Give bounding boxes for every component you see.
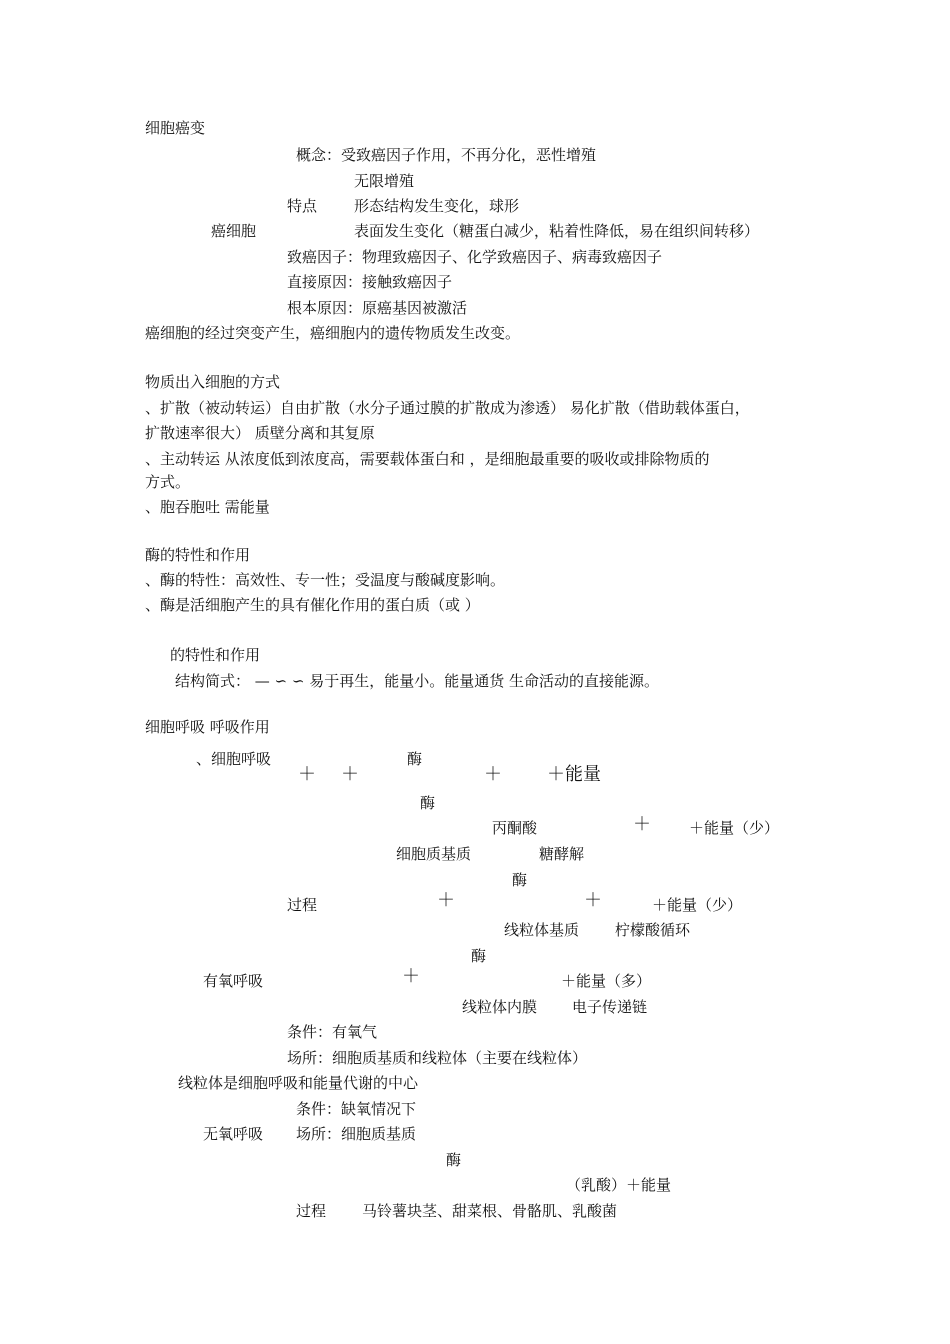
respiration-title: 细胞呼吸 呼吸作用 (145, 718, 270, 736)
glycolysis-label: 糖酵解 (539, 845, 585, 863)
plus-energy-low: ＋能量（少） (689, 819, 780, 837)
mito-center: 线粒体是细胞呼吸和能量代谢的中心 (178, 1074, 419, 1092)
enzyme-line: 、酶的特性：高效性、专一性；受温度与酸碱度影响。 (145, 571, 506, 589)
enzyme-label: 酶 (407, 750, 423, 768)
cancer-factors: 致癌因子：物理致癌因子、化学致癌因子、病毒致癌因子 (287, 248, 663, 266)
cancer-direct-cause: 直接原因：接触致癌因子 (287, 273, 453, 291)
anaerobic-condition: 条件：缺氧情况下 (296, 1100, 417, 1118)
enzyme-line: 、酶是活细胞产生的具有催化作用的蛋白质（或 ） (145, 596, 480, 614)
plus-sign: ＋ (437, 890, 455, 911)
atp-title: 的特性和作用 (170, 646, 261, 664)
anaerobic-label: 无氧呼吸 (203, 1125, 264, 1143)
mito-matrix-label: 线粒体基质 (504, 921, 580, 939)
cancer-shape: 形态结构发生变化，球形 (354, 197, 520, 215)
lactic-energy: （乳酸）＋能量 (566, 1176, 672, 1194)
plus-sign: ＋ (633, 814, 651, 835)
citric-cycle-label: 柠檬酸循环 (615, 921, 691, 939)
enzyme-title: 酶的特性和作用 (145, 546, 251, 564)
cancer-unlimited: 无限增殖 (354, 172, 415, 190)
plus-energy-high: ＋能量（多） (561, 972, 652, 990)
cancer-concept: 概念：受致癌因子作用，不再分化，恶性增殖 (296, 146, 597, 164)
mito-inner-label: 线粒体内膜 (462, 998, 538, 1016)
plus-sign: ＋ (298, 764, 316, 785)
plus-energy: ＋能量 (547, 764, 601, 785)
aerobic-condition: 条件：有氧气 (287, 1023, 378, 1041)
etc-label: 电子传递链 (572, 998, 648, 1016)
plus-sign: ＋ (402, 966, 420, 987)
plus-sign: ＋ (584, 890, 602, 911)
respiration-item-label: 、细胞呼吸 (196, 750, 272, 768)
cancer-cell-label: 癌细胞 (211, 222, 257, 240)
pyruvate-label: 丙酮酸 (492, 819, 538, 837)
transport-line: 、胞吞胞吐 需能量 (145, 498, 270, 516)
transport-line: 、扩散（被动转运）自由扩散（水分子通过膜的扩散成为渗透） 易化扩散（借助载体蛋白， (145, 399, 750, 417)
aerobic-label: 有氧呼吸 (203, 972, 264, 990)
enzyme-label: 酶 (446, 1151, 462, 1169)
enzyme-label: 酶 (471, 947, 487, 965)
cancer-surface: 表面发生变化（糖蛋白减少，粘着性降低，易在组织间转移） (354, 222, 760, 240)
anaerobic-examples: 马铃薯块茎、甜菜根、骨骼肌、乳酸菌 (362, 1202, 618, 1220)
process-label: 过程 (287, 896, 318, 914)
transport-line: 扩散速率很大） 质壁分离和其复原 (145, 424, 375, 442)
cancer-features-label: 特点 (287, 197, 318, 215)
transport-line: 、主动转运 从浓度低到浓度高，需要载体蛋白和 ，是细胞最重要的吸收或排除物质的 (145, 450, 710, 468)
enzyme-label: 酶 (512, 871, 528, 889)
cancer-summary: 癌细胞的经过突变产生，癌细胞内的遗传物质发生改变。 (145, 324, 521, 342)
plus-energy-low: ＋能量（少） (652, 896, 743, 914)
enzyme-label: 酶 (420, 794, 436, 812)
plus-sign: ＋ (484, 764, 502, 785)
aerobic-site: 场所：细胞质基质和线粒体（主要在线粒体） (287, 1049, 588, 1067)
cancer-title: 细胞癌变 (145, 119, 206, 137)
transport-line: 方式。 (145, 473, 191, 491)
process-label: 过程 (296, 1202, 327, 1220)
anaerobic-site: 场所：细胞质基质 (296, 1125, 417, 1143)
transport-title: 物质出入细胞的方式 (145, 373, 281, 391)
atp-structure: 结构简式： — ∽ ∽ 易于再生，能量小。能量通货 生命活动的直接能源。 (175, 672, 659, 690)
cytoplasm-label: 细胞质基质 (396, 845, 472, 863)
cancer-root-cause: 根本原因：原癌基因被激活 (287, 299, 468, 317)
plus-sign: ＋ (341, 764, 359, 785)
